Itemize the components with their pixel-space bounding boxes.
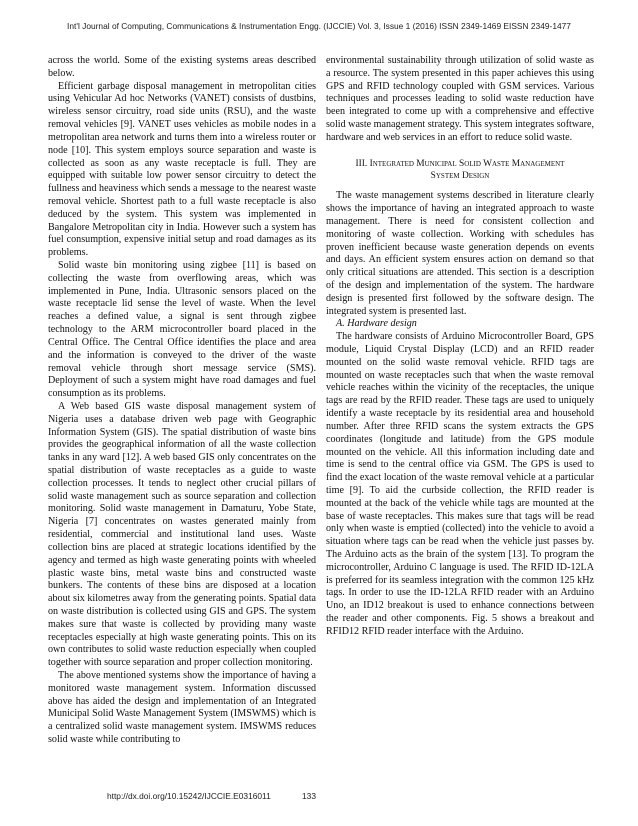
left-paragraph-3: Solid waste bin monitoring using zigbee [11] is based on collecting the waste from overflowing areas, which was implemented in Pune, India. Ultrasonic sensors placed on the waste receptacle lid sense the level of waste. When the level reaches a defined value, a signal is sent through zigbee technology to the ARM microcontroller board placed in the Central Office. The Central Office identifies the place and area and the information is conveyed to the driver of the waste removal vehicle through short message service (SMS). Deployment of such a system might have road damages and fuel consumption as its problems.: [48, 260, 316, 400]
right-paragraph-2: The waste management systems described in literature clearly shows the importance of having an integrated approach to waste management. There is need for consistent collection and monitoring of waste collection. Working with schedules has proven inefficient because waste generation depends on events and days. An efficient system ensures action on demand so that only critical situations are attended. This section is a description of the design and implementation of the system. The hardware design is presented first followed by the software design. The integrated system is presented last.: [326, 190, 594, 317]
left-column: [48, 55, 316, 747]
footer-doi-link[interactable]: http://dx.doi.org/10.15242/IJCCIE.E0316011: [107, 791, 271, 801]
left-paragraph-1: across the world. Some of the existing systems areas described below.: [48, 55, 316, 79]
left-paragraph-5: The above mentioned systems show the importance of having a monitored waste management system. Information discussed above has aided the design and implementation of an Integrated Municipal Solid Waste Management System (IMSWMS) which is a centralized solid waste management system. IMSWMS reduces solid waste while contributing to: [48, 670, 316, 746]
section-heading-line-2: System Design: [430, 171, 490, 182]
right-paragraph-1: environmental sustainability through utilization of solid waste as a resource. The system presented in this paper achieves this using GPS and RFID technology coupled with GSM services. Various techniques and processes leading to solid waste reduction have been integrated to come up with a comprehensive and effective solid waste management strategy. This system integrates software, hardware and web services in an effort to reduce solid waste.: [326, 55, 594, 143]
left-paragraph-4: A Web based GIS waste disposal management system of Nigeria uses a database driven web page with Geographic Information System (GIS). The spatial distribution of waste bins provides the geographical information of all the waste collection tanks in any ward [12]. A web based GIS only concentrates on the spatial distribution of waste receptacles as a guide to waste collection processes. It tends to neglect other crucial pillars of solid waste management such as source separation and collection monitoring. Solid waste management in Damaturu, Yobe State, Nigeria [7] concentrates on wastes generated mainly from residential, commercial and institutional land uses. Waste collection bins are placed at strategic locations identified by the agency and termed as high waste generating points with wheeled plastic waste bins, metal waste bins and constructed waste bunkers. The contents of these bins are disposed at a location about six kilometres away from the generating points. Spatial data on waste distribution is collected using GIS and GPS. The system makes sure that waste is collected by providing many waste receptacles especially at high waste generating points. This on its own contributes to solid waste reduction especially when coupled together with source separation and proper collection monitoring.: [48, 400, 316, 669]
subsection-heading: A. Hardware design: [336, 318, 417, 330]
section-heading-line-1: III. Integrated Municipal Solid Waste Management: [355, 158, 565, 169]
right-column: [326, 55, 594, 639]
right-paragraph-3: The hardware consists of Arduino Microcontroller Board, GPS module, Liquid Crystal Display (LCD) and an RFID reader mounted on the solid waste removal vehicle. RFID tags are mounted on waste receptacles such that when the waste removal vehicle reaches within the vicinity of the receptacles, the unique tags are read by the RFID reader. These tags are used to uniquely identify a waste receptacle by its residential area and household number. After three RFID scans the system extracts the GPS coordinates (longitude and latitude) from the GPS module mounted on the vehicle. All this information including date and time is send to the central office via GSM. The GPS is used to find the exact location of the waste removal vehicle at a particular time [9]. To aid the curbside collection, the RFID reader is mounted at the back of the vehicle while tags are mounted at the base of waste receptacles. This makes sure that tags will be read only when waste is emptied (collected) into the vehicle to avoid a situation where tags can be read when the vehicle just passes by. The Arduino acts as the brain of the system [13]. To program the microcontroller, Arduino C language is used. The RFID ID-12LA is preferred for its seamless integration with the common 125 kHz tags. In order to use the ID-12LA RFID reader with an Arduino Uno, an ID12 breakout is used to enhance connections between the reader and other components. Fig. 5 shows a breakout and RFID12 RFID reader interface with the Arduino.: [326, 331, 594, 637]
section-heading: [326, 158, 594, 184]
page-number: 133: [302, 791, 316, 801]
running-header: Int'l Journal of Computing, Communications & Instrumentation Engg. (IJCCIE) Vol. 3, Issue 1 (2016) ISSN 2349-1469 EISSN 2349-1477: [67, 21, 571, 31]
left-paragraph-2: Efficient garbage disposal management in metropolitan cities using Vehicular Ad hoc Networks (VANET) consists of dustbins, wireless sensor circuitry, road side units (RSU), and the waste removal vehicles [9]. VANET uses vehicles as mobile nodes in a metropolitan area network and turns them into a wireless router or node [10]. This system employs source separation and waste is collected as soon as any waste receptacle is full. They are equipped with suitable low power sensor circuitry to detect the fullness and heaviness which sends a message to the nearest waste removal vehicle. Shortest path to a full waste receptacle is also deduced by the system. This system was implemented in Bangalore Metropolitan city in India. However such a system has fuel consumption, expensive initial setup and road damages as its problems.: [48, 80, 316, 259]
